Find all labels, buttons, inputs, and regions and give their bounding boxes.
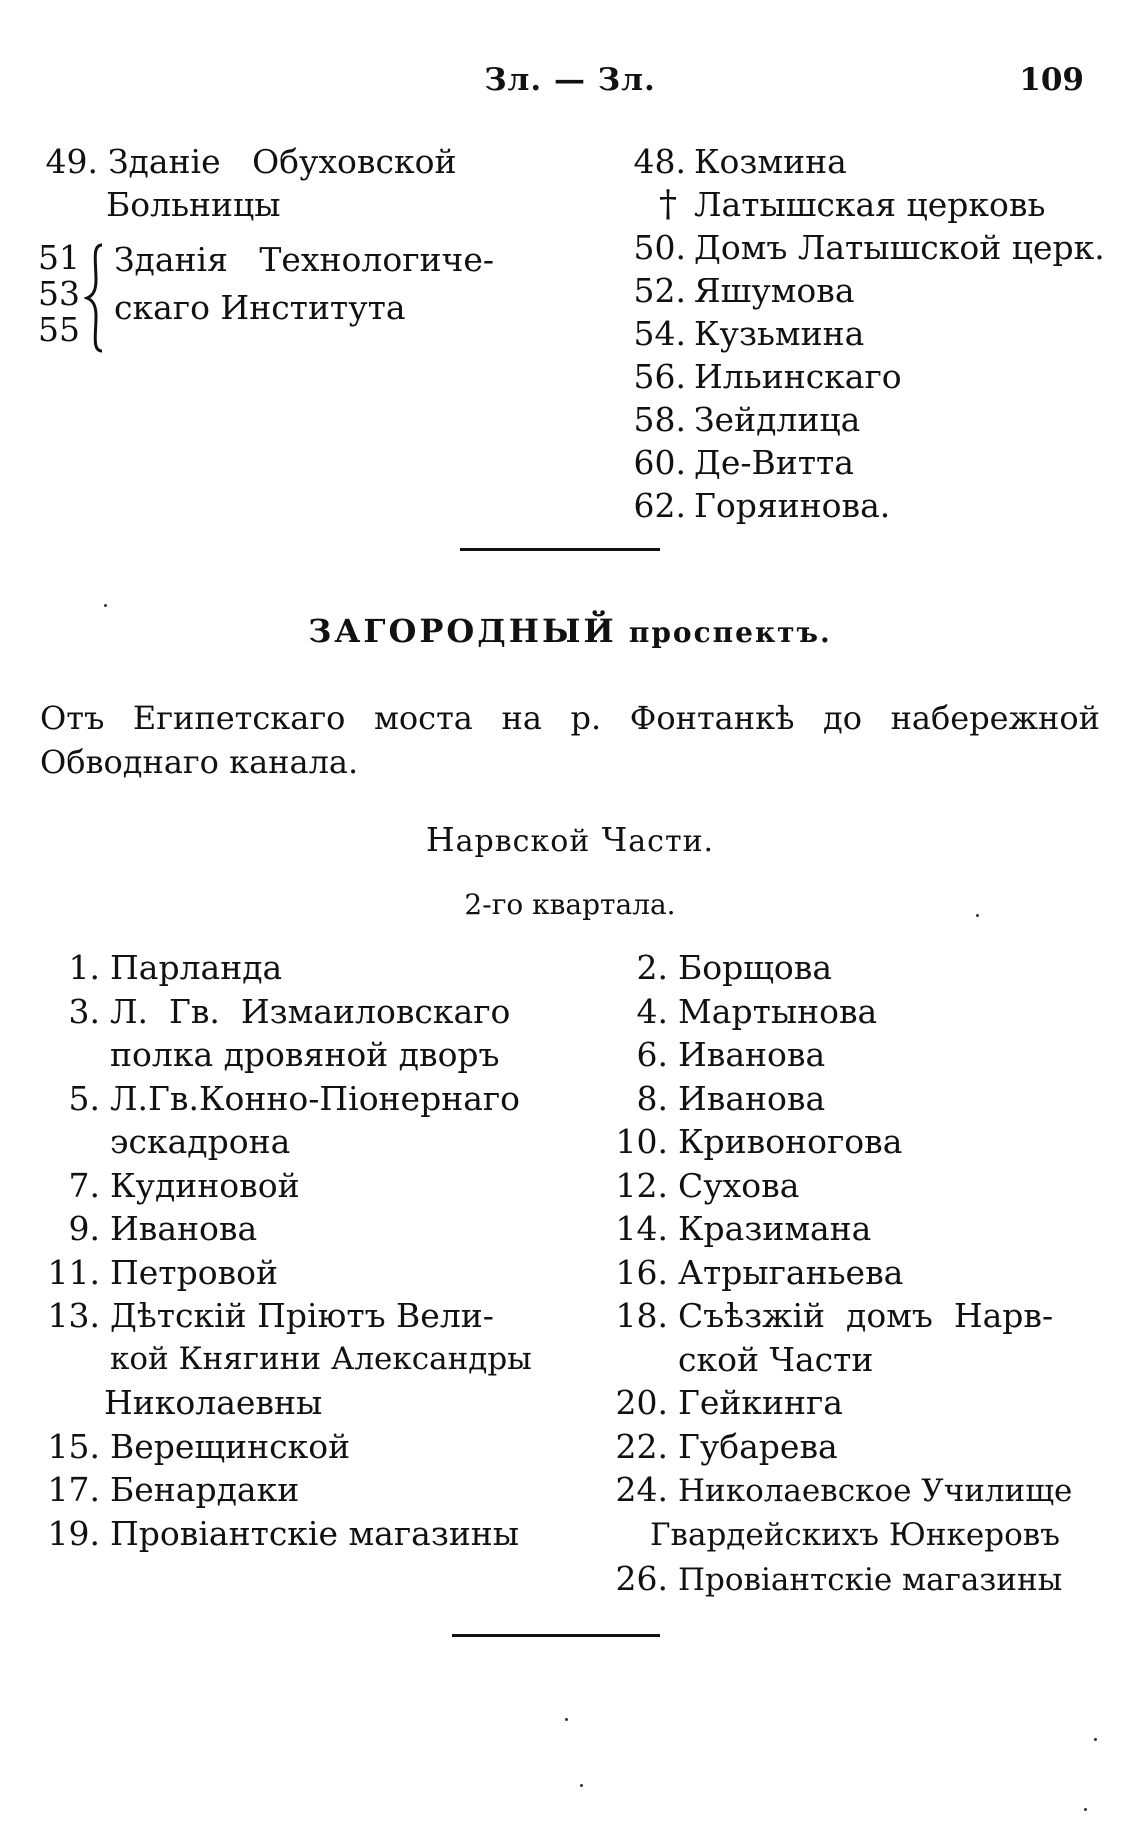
item-number: 14.: [615, 1209, 668, 1248]
item-text: Яшумова: [694, 271, 855, 310]
list-item: [30, 990, 550, 1034]
divider-rule: [452, 1634, 660, 1637]
item-number: 56.: [633, 357, 686, 396]
item-number: 24.: [615, 1470, 668, 1509]
item-number: 3.: [68, 991, 100, 1031]
item-text: Парланда: [110, 948, 283, 987]
description-line: [40, 696, 1100, 740]
item-text: Губарева: [678, 1426, 838, 1466]
paper-speck: [1084, 1808, 1087, 1811]
list-item: [600, 1425, 1100, 1469]
item-text: Мартынова: [678, 991, 878, 1031]
list-item-continuation: [30, 1033, 550, 1077]
item-number: 8.: [636, 1078, 668, 1118]
item-text: Зданіе Обуховской: [108, 142, 457, 181]
bottom-left-column: [30, 946, 550, 1555]
item-text: Верещинской: [110, 1426, 351, 1466]
item-number: 48.: [633, 142, 686, 181]
bracket-group: [38, 236, 558, 376]
item-number: 1.: [68, 948, 100, 987]
item-text: эскадрона: [110, 1122, 291, 1161]
item-number: 19.: [47, 1513, 100, 1553]
item-number: 2.: [636, 948, 668, 987]
item-text: Де-Витта: [694, 443, 854, 482]
list-item: [600, 1207, 1100, 1251]
list-item: [600, 1164, 1100, 1208]
item-number: 10.: [615, 1122, 668, 1161]
list-item: [30, 1164, 550, 1208]
part-heading: [0, 820, 1140, 859]
item-text: Ильинскаго: [694, 357, 902, 396]
list-item-continuation: [600, 1338, 1100, 1382]
list-item: [600, 946, 1100, 990]
section-heading-bold: ЗАГОРОДНЫЙ: [308, 612, 617, 650]
list-item: [610, 269, 1110, 312]
list-item: [610, 312, 1110, 355]
item-number: 22.: [615, 1426, 668, 1466]
item-number: 17.: [47, 1470, 100, 1509]
item-number: 50.: [633, 228, 686, 267]
item-number: 20.: [615, 1383, 668, 1422]
item-number: 9.: [68, 1209, 100, 1248]
list-item: [610, 140, 1110, 183]
item-text: Кривоногова: [678, 1122, 903, 1161]
paper-speck: [104, 604, 107, 607]
item-text: Съѣзжій домъ Нарв-: [678, 1296, 1054, 1335]
list-item: [610, 484, 1110, 527]
list-item-continuation: [30, 1338, 550, 1382]
item-number: 6.: [636, 1035, 668, 1074]
section-heading: [0, 612, 1140, 650]
paper-speck: [976, 914, 979, 917]
item-text: Атрыганьева: [678, 1252, 904, 1292]
item-number: 15.: [47, 1426, 100, 1466]
paper-speck: [1094, 1738, 1097, 1741]
item-text: скаго Института: [114, 288, 406, 327]
item-text: Зданія Технологиче-: [114, 240, 495, 279]
item-number: 12.: [615, 1165, 668, 1205]
item-text: Иванова: [110, 1209, 258, 1248]
list-item: [610, 398, 1110, 441]
list-item: [610, 226, 1110, 269]
description-word: Египетскаго: [132, 699, 346, 737]
item-text: Л. Гв. Измаиловскаго: [110, 991, 511, 1031]
list-item: [600, 1077, 1100, 1121]
list-item-continuation: [30, 1120, 550, 1164]
list-item-continuation: [600, 1514, 1100, 1558]
item-text: Гейкинга: [678, 1383, 843, 1422]
quarter-heading: 2-го квартала.: [464, 888, 676, 921]
list-item: [600, 1033, 1100, 1077]
running-header: Зл. — Зл.: [484, 62, 656, 98]
item-number: 62.: [633, 486, 686, 525]
part-heading-initial: Ч: [601, 820, 629, 859]
paper-speck: [580, 1784, 583, 1787]
list-item: [610, 183, 1110, 226]
item-text: Гвардейскихъ Юнкеровъ: [650, 1516, 1060, 1553]
description-word: набережной: [890, 699, 1100, 737]
item-number: 7.: [68, 1165, 100, 1205]
list-item: [610, 355, 1110, 398]
item-number: 5.: [68, 1078, 100, 1118]
list-item: [600, 1120, 1100, 1164]
page-number: 109: [1019, 62, 1084, 98]
item-text: Дѣтскій Пріютъ Вели-: [110, 1296, 494, 1335]
section-heading-rest: проспектъ.: [628, 616, 832, 649]
item-number: 49.: [45, 142, 98, 181]
item-text: кой Княгини Александры: [110, 1340, 532, 1377]
list-item: [30, 1251, 550, 1295]
top-right-column: [610, 140, 1110, 527]
list-item: [600, 990, 1100, 1034]
item-text: Зейдлица: [694, 400, 861, 439]
item-number: 13.: [47, 1296, 100, 1335]
list-item-continuation: [38, 183, 558, 226]
description-word: моста: [374, 699, 473, 737]
list-item: [600, 1468, 1100, 1514]
item-number: 11.: [47, 1252, 100, 1292]
list-item: [30, 1512, 550, 1556]
item-text: Кразимана: [678, 1209, 872, 1248]
item-text: Николаевны: [104, 1383, 323, 1422]
item-number: 60.: [633, 443, 686, 482]
item-number: 55: [38, 310, 80, 349]
item-text: Л.Гв.Конно-Піонернаго: [110, 1078, 521, 1118]
item-number: 51: [38, 238, 80, 277]
part-heading-text: асти.: [628, 824, 715, 859]
curly-brace-icon: [84, 242, 108, 354]
item-text: Сухова: [678, 1165, 800, 1205]
item-text: полка дровяной дворъ: [110, 1035, 500, 1074]
item-text: Горяинова.: [694, 486, 891, 525]
item-text: Больницы: [106, 185, 281, 224]
item-text: Петровой: [110, 1252, 278, 1292]
description-word: на: [501, 699, 542, 737]
part-heading-text: арвской: [455, 824, 591, 859]
list-item: [30, 1294, 550, 1338]
bottom-right-column: [600, 946, 1100, 1603]
item-text: Козмина: [694, 142, 847, 181]
item-text: Домъ Латышской церк.: [694, 228, 1105, 267]
list-item: [600, 1557, 1100, 1603]
list-item: [30, 946, 550, 990]
description-word: до: [822, 699, 862, 737]
item-text: Кузьмина: [694, 314, 865, 353]
item-number: 26.: [615, 1559, 668, 1598]
list-item: [38, 140, 558, 183]
item-number: 4.: [636, 991, 668, 1031]
list-item: [30, 1468, 550, 1512]
list-item-continuation: [30, 1381, 550, 1425]
bracket-text: [114, 236, 494, 332]
item-number: 54.: [633, 314, 686, 353]
item-text: ской Части: [678, 1339, 874, 1379]
list-item: [610, 441, 1110, 484]
item-number: 18.: [615, 1296, 668, 1335]
item-number: 53: [38, 274, 80, 313]
top-left-column: [38, 140, 558, 376]
list-item: [600, 1251, 1100, 1295]
cross-icon: †: [659, 184, 677, 225]
item-number: 58.: [633, 400, 686, 439]
item-number: 52.: [633, 271, 686, 310]
list-item: [600, 1381, 1100, 1425]
item-text: Провіантскіе магазины: [110, 1513, 520, 1553]
list-item: [30, 1077, 550, 1121]
item-text: Латышская церковь: [694, 185, 1046, 224]
item-text: Провіантскіе магазины: [678, 1562, 1063, 1598]
item-text: Николаевское Училище: [678, 1473, 1073, 1509]
paper-speck: [565, 1718, 568, 1721]
part-heading-initial: Н: [425, 820, 456, 859]
divider-rule: [460, 548, 660, 551]
list-item: [30, 1207, 550, 1251]
section-description: [40, 696, 1100, 784]
item-number: 16.: [615, 1252, 668, 1292]
description-line: Обводнаго канала.: [40, 743, 359, 781]
item-text: Иванова: [678, 1035, 826, 1074]
list-item: [30, 1425, 550, 1469]
description-word: р.: [570, 699, 602, 737]
item-text: Борщова: [678, 948, 833, 987]
list-item: [600, 1294, 1100, 1338]
item-text: Бенардаки: [110, 1470, 300, 1509]
item-text: Иванова: [678, 1078, 826, 1118]
item-text: Кудиновой: [110, 1165, 300, 1205]
bracket-numbers: [38, 240, 78, 348]
description-word: Фонтанкѣ: [629, 699, 795, 737]
description-word: Отъ: [40, 699, 105, 737]
